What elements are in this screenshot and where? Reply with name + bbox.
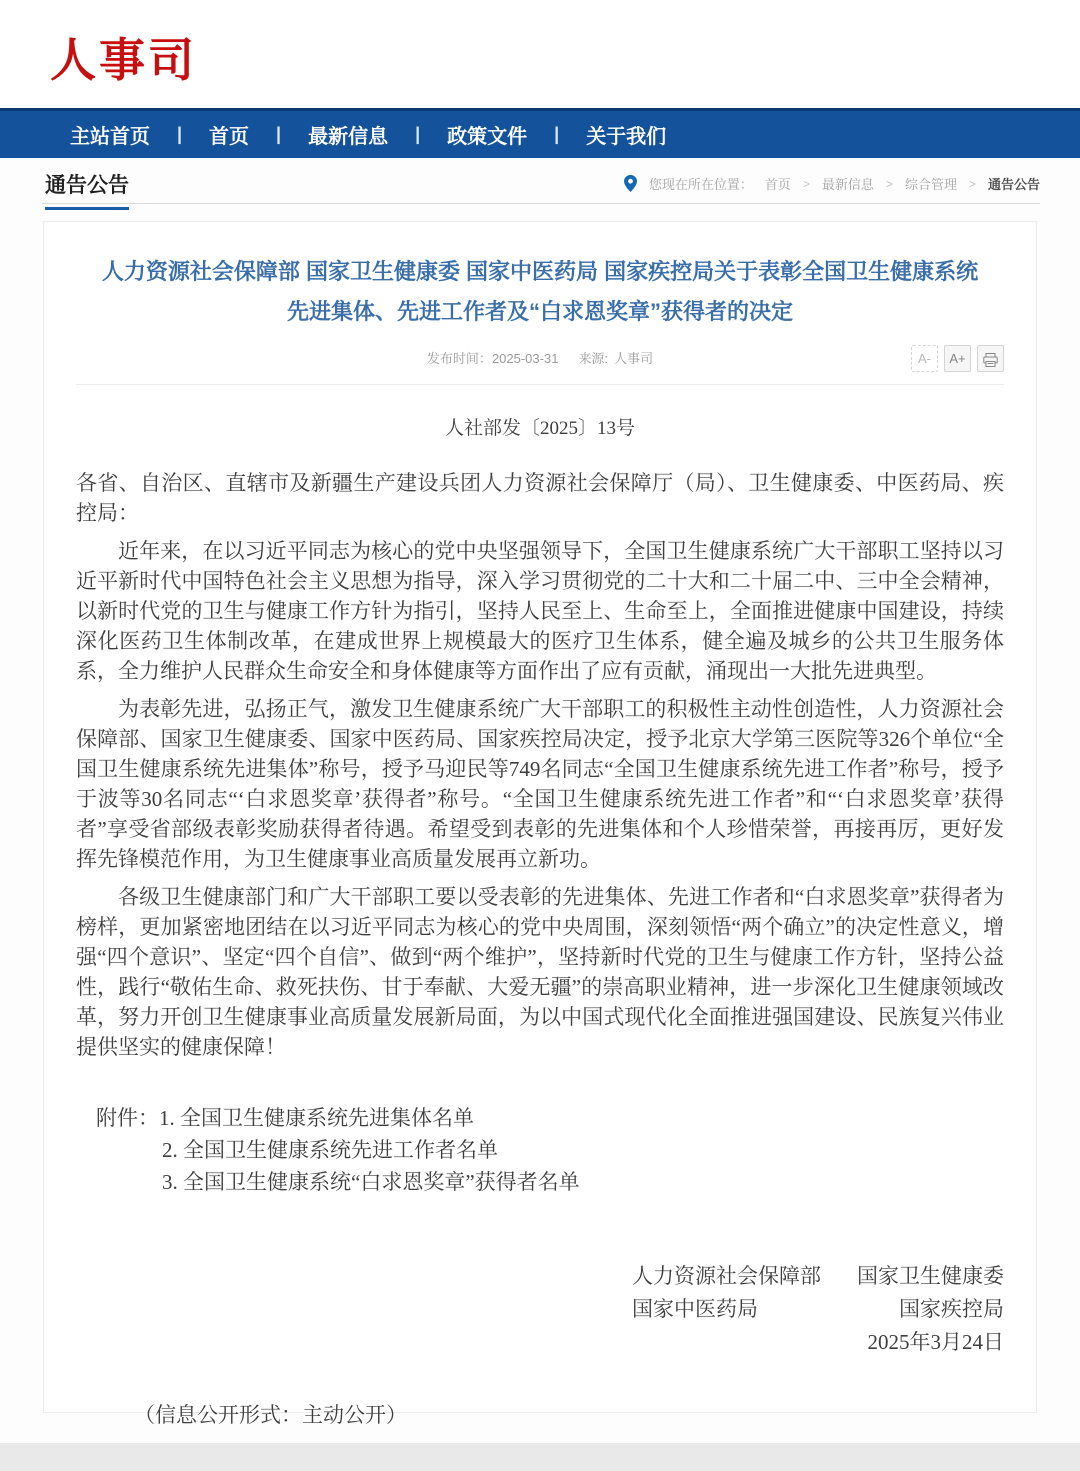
- signer-mohrss: 人力资源社会保障部: [632, 1264, 821, 1288]
- chevron-right-icon: >: [885, 176, 893, 191]
- section-divider: [42, 203, 1040, 204]
- chevron-right-icon: >: [802, 176, 810, 191]
- chevron-right-icon: >: [968, 176, 976, 191]
- breadcrumb-item-general-management[interactable]: 综合管理: [904, 177, 957, 192]
- article-title-line2: 先进集体、先进工作者及“白求恩奖章”获得者的决定: [286, 299, 793, 324]
- attachments-list: [76, 1102, 1004, 1198]
- article-container: [43, 221, 1037, 1427]
- nav-divider: |: [276, 124, 282, 144]
- main-navbar: [0, 108, 1080, 158]
- section-title: 通告公告: [45, 169, 129, 210]
- disclosure-note: （信息公开形式：主动公开）: [134, 1403, 407, 1427]
- breadcrumb: [624, 174, 1040, 193]
- article-toolbar: [911, 345, 1004, 372]
- attachment-item-2: 2. 全国卫生健康系统先进工作者名单: [162, 1138, 498, 1162]
- article-title-line1: 人力资源社会保障部 国家卫生健康委 国家中医药局 国家疾控局关于表彰全国卫生健康系统: [101, 259, 979, 284]
- nav-item-home[interactable]: 首页: [209, 126, 250, 148]
- attachment-item-3: 3. 全国卫生健康系统“白求恩奖章”获得者名单: [162, 1170, 580, 1194]
- source-label: 来源:: [578, 351, 609, 366]
- print-button[interactable]: [977, 345, 1004, 372]
- breadcrumb-item-announcements[interactable]: 通告公告: [987, 177, 1040, 192]
- source-value: 人事司: [614, 351, 654, 366]
- nav-item-latest-news[interactable]: 最新信息: [308, 126, 389, 148]
- publish-time-label: 发布时间：: [426, 351, 492, 366]
- document-body: [76, 413, 1004, 1429]
- meta-divider: [76, 384, 1004, 385]
- nav-item-policy-files[interactable]: 政策文件: [447, 126, 528, 148]
- location-pin-icon: [624, 175, 637, 192]
- breadcrumb-item-home[interactable]: 首页: [764, 177, 791, 192]
- site-logo[interactable]: 人事司: [50, 34, 197, 86]
- breadcrumb-row: [0, 158, 1080, 206]
- font-decrease-button[interactable]: A-: [911, 345, 938, 372]
- body-paragraph-3: 各级卫生健康部门和广大干部职工要以受表彰的先进集体、先进工作者和“白求恩奖章”获得者为榜样，更加紧密地团结在以习近平同志为核心的党中央周围，深刻领悟“两个确立”的决定性意义，增强“四个意识”、坚定“四个自信”、做到“两个维护”，坚持新时代党的卫生与健康工作方针，坚持公益性，践行“敬佑生命、救死扶伤、甘于奉献、大爱无疆”的崇高职业精神，进一步深化卫生健康领域改革，努力开创卫生健康事业高质量发展新局面，为以中国式现代化全面推进强国建设、民族复兴伟业提供坚实的健康保障！: [76, 885, 1004, 1059]
- body-paragraph-1: 近年来，在以习近平同志为核心的党中央坚强领导下，全国卫生健康系统广大干部职工坚持以习近平新时代中国特色社会主义思想为指导，深入学习贯彻党的二十大和二十届二中、三中全会精神，以新时代党的卫生与健康工作方针为指引，坚持人民至上、生命至上，全面推进健康中国建设，持续深化医药卫生体制改革，在建成世界上规模最大的医疗卫生体系，健全遍及城乡的公共卫生服务体系，全力维护人民群众生命安全和身体健康等方面作出了应有贡献，涌现出一大批先进典型。: [76, 539, 1004, 683]
- document-number: 人社部发〔2025〕13号: [444, 418, 635, 439]
- font-increase-button[interactable]: A+: [944, 345, 971, 372]
- site-header: [0, 0, 1080, 108]
- nav-divider: |: [415, 124, 421, 144]
- footer-strip: [0, 1443, 1080, 1471]
- signer-cdc-admin: 国家疾控局: [899, 1297, 1004, 1321]
- nav-item-main-home[interactable]: 主站首页: [70, 126, 150, 148]
- attachments-label: 附件：: [96, 1106, 159, 1130]
- nav-item-about-us[interactable]: 关于我们: [586, 126, 667, 148]
- printer-icon: [983, 353, 998, 367]
- attachment-item-1: 1. 全国卫生健康系统先进集体名单: [159, 1106, 474, 1130]
- body-paragraph-2: 为表彰先进，弘扬正气，激发卫生健康系统广大干部职工的积极性主动性创造性，人力资源社会保障部、国家卫生健康委、国家中医药局、国家疾控局决定，授予北京大学第三医院等326个单位“全国卫生健康系统先进集体”称号，授予马迎民等749名同志“全国卫生健康系统先进工作者”称号，授予于波等30名同志“‘白求恩奖章’获得者”称号。“全国卫生健康系统先进工作者”和“‘白求恩奖章’获得者”享受省部级表彰奖励获得者待遇。希望受到表彰的先进集体和个人珍惜荣誉，再接再厉，更好发挥先锋模范作用，为卫生健康事业高质量发展再立新功。: [76, 697, 1004, 871]
- signer-nhc: 国家卫生健康委: [857, 1264, 1004, 1288]
- nav-divider: |: [554, 124, 560, 144]
- article-meta: [76, 344, 1004, 374]
- breadcrumb-label: 您现在所在位置：: [648, 177, 753, 192]
- publish-time-value: 2025-03-31: [491, 351, 559, 366]
- salutation-paragraph: 各省、自治区、直辖市及新疆生产建设兵团人力资源社会保障厅（局）、卫生健康委、中医药局、疾控局：: [76, 471, 1004, 525]
- signature-block: [632, 1260, 1004, 1359]
- signature-date: 2025年3月24日: [867, 1330, 1004, 1354]
- document-paragraphs: [76, 468, 1004, 1062]
- breadcrumb-item-latest-news[interactable]: 最新信息: [821, 177, 874, 192]
- nav-divider: |: [177, 124, 183, 144]
- signer-natcm: 国家中医药局: [632, 1297, 758, 1321]
- article-title: [76, 252, 1004, 332]
